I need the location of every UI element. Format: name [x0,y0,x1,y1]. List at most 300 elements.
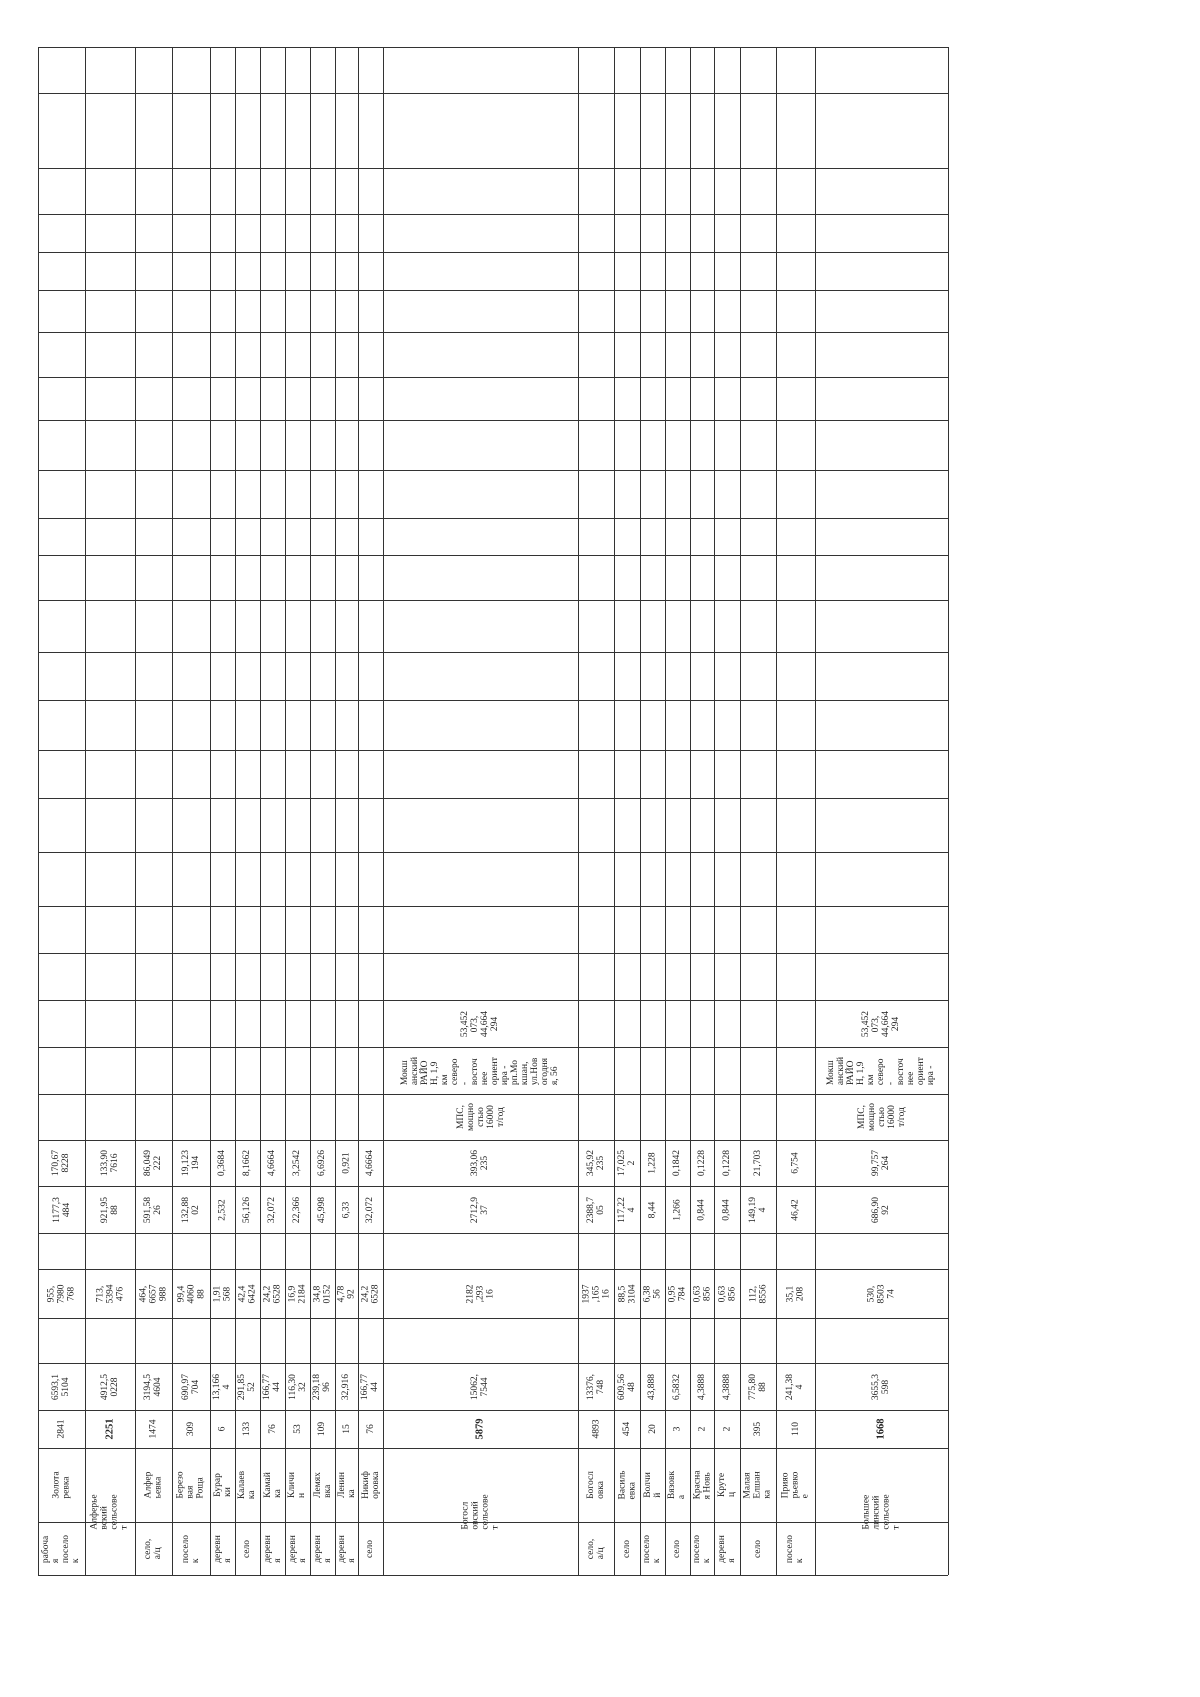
value-cell [665,1363,690,1410]
value-cell [578,1140,614,1186]
table-column-divider [38,518,948,519]
value-cell-text: 86,049 222 [143,1149,164,1177]
table-row-divider [135,47,136,1575]
population-cell-text: 2 [697,1426,707,1432]
settlement-type-cell [665,1522,690,1575]
settlement-type-cell-text: рабоча я посело к [41,1534,82,1563]
value-cell [135,1363,172,1410]
settlement-type-cell [310,1522,335,1575]
value-cell-text: 6,33 [341,1201,352,1218]
population-cell-text: 76 [365,1424,376,1434]
settlement-name-cell-text: Камай ка [262,1472,283,1498]
table-row-divider [714,47,715,1575]
value-cell [235,1140,260,1186]
table-row-divider [614,47,615,1575]
population-cell [740,1410,776,1448]
population-cell-text: 454 [622,1421,632,1437]
settlement-type-cell [690,1522,714,1575]
settlement-name-cell [38,1448,85,1522]
value-cell-text: 6,754 [790,1152,801,1174]
settlement-name-cell [690,1448,714,1522]
facility-cell-text: МПС, мощно стью 16000 т/год [856,1103,907,1131]
value-cell [310,1269,335,1318]
table-column-divider [38,652,948,653]
value-cell-text: 0,63 856 [692,1285,712,1302]
population-cell [310,1410,335,1448]
value-cell [310,1186,335,1233]
settlement-name-cell [776,1448,815,1522]
value-cell [85,1269,135,1318]
table-row-divider [383,47,384,1575]
population-cell-text: 2841 [56,1419,67,1439]
value-cell [310,1363,335,1410]
value-cell [235,1269,260,1318]
value-cell [640,1363,665,1410]
value-cell [665,1140,690,1186]
settlement-type-cell [740,1522,776,1575]
settlement-type-cell-text: село, а/ц [585,1538,606,1559]
value-cell-text: 17,025 2 [617,1149,637,1177]
value-cell-text: 15062, 7544 [470,1373,491,1400]
coordinates-cell [383,1000,578,1047]
value-cell-text: 530, 8503 74 [866,1284,897,1303]
location-cell [383,1047,578,1094]
value-cell-text: 345,92 235 [586,1149,606,1177]
value-cell-text: 0,844 [722,1198,732,1221]
value-cell [210,1186,235,1233]
table-row-divider [740,47,741,1575]
settlement-type-cell-text: деревн я [336,1534,357,1563]
value-cell-text: 21,703 [753,1149,763,1177]
value-cell-text: 0,95 784 [667,1285,688,1302]
value-cell [358,1140,383,1186]
value-cell [38,1140,85,1186]
settlement-type-cell [358,1522,383,1575]
value-cell [815,1363,948,1410]
settlement-type-cell [578,1522,614,1575]
table-column-divider [38,1318,948,1319]
settlement-name-cell-text: Бурар ки [212,1473,233,1497]
value-cell [85,1140,135,1186]
settlement-type-cell [210,1522,235,1575]
population-cell-text: 53 [292,1424,303,1434]
value-cell-text: 4912,5 0228 [100,1373,120,1400]
population-cell [776,1410,815,1448]
value-cell-text: 3194,5 4604 [143,1373,164,1400]
population-cell [235,1410,260,1448]
value-cell [383,1140,578,1186]
table-column-divider [38,214,948,215]
table-column-divider [38,798,948,799]
value-cell-text: 4,6664 [267,1149,278,1177]
value-cell [85,1363,135,1410]
population-cell [358,1410,383,1448]
table-column-divider [38,252,948,253]
settlement-name-cell-text: Лемях вка [312,1472,333,1498]
population-cell [383,1410,578,1448]
municipality-cell-text: Алферье вский сельсове т [90,1493,130,1530]
value-cell [285,1186,310,1233]
value-cell [578,1363,614,1410]
value-cell-text: 3,2542 [292,1149,303,1177]
population-cell-text: 3 [672,1426,683,1432]
settlement-name-cell-text: Березо вая Роща [175,1471,206,1499]
value-cell-text: 166,77 44 [360,1373,381,1400]
population-cell-text: 309 [186,1421,196,1437]
value-cell [310,1140,335,1186]
settlement-name-cell [640,1448,665,1522]
value-cell [210,1269,235,1318]
settlement-name-cell-text: Ленин ка [336,1472,357,1498]
value-cell-text: 35,1 208 [785,1285,806,1302]
value-cell-text: 3655,3 598 [871,1373,892,1400]
settlement-type-cell-text: посело к [785,1534,806,1563]
settlement-type-cell-text: посело к [642,1534,663,1563]
municipality-cell [815,1448,948,1575]
value-cell [38,1269,85,1318]
settlement-name-cell [210,1448,235,1522]
table-row-divider [260,47,261,1575]
settlement-name-cell [135,1448,172,1522]
value-cell [172,1140,210,1186]
value-cell [690,1140,714,1186]
settlement-type-cell [285,1522,310,1575]
value-cell-text: 132,88 02 [181,1196,201,1223]
settlement-type-cell-text: деревн я [717,1534,737,1563]
value-cell-text: 8,44 [647,1201,658,1218]
value-cell-text: 149,19 4 [748,1196,768,1223]
value-cell-text: 0,3684 [217,1149,228,1177]
value-cell-text: 112, 8556 [748,1284,768,1303]
population-cell [714,1410,740,1448]
value-cell-text: 0,63 856 [717,1285,737,1302]
table-column-divider [38,332,948,333]
table-column-divider [38,93,948,94]
value-cell [383,1269,578,1318]
settlement-type-cell [640,1522,665,1575]
settlement-type-cell-text: деревн я [312,1534,333,1563]
value-cell [85,1186,135,1233]
population-cell-text: 133 [242,1421,253,1437]
table-column-divider [38,700,948,701]
settlement-type-cell [335,1522,358,1575]
value-cell-text: 4,6664 [365,1149,376,1177]
municipality-cell [85,1448,135,1575]
table-row-divider [85,47,86,1575]
settlement-name-cell [285,1448,310,1522]
table-column-divider [38,168,948,169]
table-row-divider [235,47,236,1575]
value-cell [335,1140,358,1186]
settlement-name-cell [260,1448,285,1522]
value-cell [172,1269,210,1318]
value-cell [640,1140,665,1186]
population-cell-text: 2251 [104,1418,115,1440]
table-row-divider [578,47,579,1575]
value-cell [358,1186,383,1233]
value-cell-text: 8,1662 [242,1149,253,1177]
value-cell-text: 22,366 [292,1196,303,1223]
value-cell [260,1140,285,1186]
population-cell [690,1410,714,1448]
value-cell [578,1269,614,1318]
value-cell-text: 6,6926 [317,1149,328,1177]
population-cell [260,1410,285,1448]
value-cell-text: 56,126 [242,1196,253,1223]
value-cell [815,1140,948,1186]
value-cell [210,1140,235,1186]
value-cell [38,1363,85,1410]
table-row-divider [815,47,816,1575]
value-cell-text: 88,5 3104 [617,1284,637,1303]
population-cell-text: 109 [317,1421,328,1437]
facility-cell [383,1094,578,1140]
value-cell-text: 713, 5394 476 [95,1284,125,1303]
value-cell [260,1186,285,1233]
value-cell-text: 6,5832 [672,1373,683,1400]
value-cell-text: 116,30 32 [287,1373,308,1400]
value-cell-text: 99,757 264 [871,1149,892,1177]
population-cell-text: 2 [722,1426,732,1432]
value-cell-text: 921,95 88 [100,1196,120,1223]
settlement-name-cell-text: Прияо рьевко е [780,1471,811,1499]
value-cell-text: 0,844 [697,1198,707,1221]
population-cell-text: 110 [790,1422,801,1436]
value-cell-text: 4,78 92 [336,1285,357,1302]
value-cell [383,1186,578,1233]
value-cell-text: 6,38 56 [642,1285,663,1302]
value-cell-text: 1,228 [647,1152,658,1174]
value-cell-text: 690,97 704 [181,1373,201,1400]
population-cell-text: 76 [267,1424,278,1434]
table-column-divider [38,290,948,291]
population-cell [38,1410,85,1448]
population-cell [85,1410,135,1448]
population-cell-text: 5879 [474,1418,486,1440]
value-cell-text: 591,58 26 [143,1196,164,1223]
municipality-cell-text: Богосл овский сельсове т [460,1493,501,1530]
settlement-name-cell [578,1448,614,1522]
settlement-type-cell-text: село [242,1539,253,1558]
table-column-divider [38,47,948,48]
table-row-divider [358,47,359,1575]
population-cell [210,1410,235,1448]
value-cell-text: 291,85 52 [237,1373,258,1400]
settlement-name-cell-text: Кличи н [287,1471,308,1499]
settlement-type-cell [235,1522,260,1575]
value-cell-text: 393,06 235 [470,1149,491,1177]
location-cell-text: Мокш анский РАЙО Н, 1,9 км северо - восточ нее ориент ира - [826,1056,937,1085]
value-cell-text: 0,1228 [722,1149,732,1177]
settlement-name-cell-text: Вязовк а [667,1470,688,1500]
value-cell-text: 4,3888 [697,1373,707,1400]
value-cell [172,1186,210,1233]
value-cell-text: 99,4 4060 88 [176,1284,206,1303]
value-cell [690,1186,714,1233]
settlement-name-cell [172,1448,210,1522]
value-cell [38,1186,85,1233]
settlement-type-cell-text: деревн я [287,1534,308,1563]
value-cell [714,1140,740,1186]
value-cell [614,1269,640,1318]
value-cell-text: 464, 6657 988 [138,1284,169,1303]
value-cell [210,1363,235,1410]
value-cell [335,1269,358,1318]
population-cell [285,1410,310,1448]
population-cell-text: 395 [753,1421,763,1437]
settlement-name-cell-text: Алфер ьевка [143,1471,164,1499]
table-row-divider [948,47,949,1575]
value-cell-text: 170,67 8228 [51,1149,72,1177]
value-cell [172,1363,210,1410]
table-column-divider [38,420,948,421]
value-cell [614,1186,640,1233]
value-cell-text: 241,38 4 [785,1373,806,1400]
settlement-name-cell [740,1448,776,1522]
value-cell [776,1140,815,1186]
location-cell [815,1047,948,1094]
settlement-type-cell-text: село [752,1539,763,1558]
value-cell-text: 955, 7980 768 [46,1284,77,1303]
population-cell [172,1410,210,1448]
population-cell [614,1410,640,1448]
value-cell-text: 2712,9 37 [470,1196,491,1223]
population-cell-text: 1474 [148,1419,159,1439]
value-cell [776,1186,815,1233]
value-cell [740,1140,776,1186]
value-cell-text: 43,888 [647,1373,658,1400]
location-cell-text: Мокш анский РАЙО Н, 1,9 км северо - восточ нее ориент ира - рп.Мо кшан, ул.Нов огодня я, 56 [400,1056,561,1085]
value-cell [235,1363,260,1410]
value-cell [690,1269,714,1318]
value-cell-text: 0,921 [341,1152,352,1174]
settlement-name-cell-text: Малая Елшан ка [742,1471,773,1499]
value-cell-text: 1177,3 484 [51,1196,72,1223]
settlement-type-cell-text: деревн я [212,1534,233,1563]
value-cell [665,1186,690,1233]
facility-cell-text: МПС, мощно стью 16000 т/год [455,1103,506,1131]
value-cell [135,1140,172,1186]
settlement-name-cell [665,1448,690,1522]
settlement-name-cell [714,1448,740,1522]
table-row-divider [285,47,286,1575]
population-cell-text: 6 [217,1426,228,1432]
settlement-name-cell-text: Калаев ка [237,1470,258,1500]
coordinates-cell-text: 53,452 073, 44,664 294 [861,1010,902,1037]
value-cell [358,1269,383,1318]
value-cell [285,1140,310,1186]
settlement-type-cell [776,1522,815,1575]
value-cell [776,1363,815,1410]
table-row-divider [310,47,311,1575]
table-row-divider [640,47,641,1575]
value-cell-text: 13,166 4 [212,1373,233,1400]
settlement-type-cell [38,1522,85,1575]
value-cell [383,1363,578,1410]
coordinates-cell-text: 53,452 073, 44,664 294 [460,1010,501,1037]
population-cell [815,1410,948,1448]
settlement-name-cell-text: Никиф оровка [360,1471,381,1499]
settlement-type-cell-text: село [672,1539,683,1558]
settlement-type-cell-text: село [365,1539,376,1558]
value-cell [260,1269,285,1318]
value-cell [714,1186,740,1233]
value-cell-text: 45,998 [317,1196,328,1223]
municipality-cell-text: Большее линский сельсове т [861,1493,902,1530]
coordinates-cell [815,1000,948,1047]
settlement-name-cell-text: Богосл овка [586,1471,606,1499]
value-cell [740,1363,776,1410]
population-cell-text: 4893 [591,1419,601,1439]
value-cell-text: 239,18 96 [312,1373,333,1400]
settlement-name-cell [614,1448,640,1522]
value-cell-text: 32,072 [267,1196,278,1223]
table-row-divider [38,47,39,1575]
municipality-cell [383,1448,578,1575]
value-cell-text: 1,91 568 [212,1285,233,1302]
table-row-divider [690,47,691,1575]
value-cell-text: 19,123 194 [181,1149,201,1177]
value-cell-text: 1,266 [672,1198,683,1221]
settlement-type-cell-text: село, а/ц [143,1538,164,1559]
value-cell [714,1363,740,1410]
table-column-divider [38,1575,948,1576]
value-cell-text: 166,77 44 [262,1373,283,1400]
value-cell [740,1186,776,1233]
value-cell [640,1186,665,1233]
facility-cell [815,1094,948,1140]
value-cell [578,1186,614,1233]
population-cell-text: 15 [341,1424,352,1434]
value-cell-text: 133,90 7616 [100,1149,120,1177]
value-cell-text: 46,42 [790,1198,801,1221]
value-cell-text: 1937 ,165 16 [581,1284,611,1303]
value-cell [335,1363,358,1410]
population-cell [135,1410,172,1448]
value-cell [740,1269,776,1318]
value-cell [285,1269,310,1318]
settlement-type-cell [260,1522,285,1575]
value-cell-text: 34,8 0152 [312,1284,333,1303]
table-column-divider [38,953,948,954]
settlement-name-cell-text: Круте ц [717,1472,737,1498]
population-cell-text: 1668 [875,1418,887,1440]
value-cell [135,1269,172,1318]
settlement-type-cell-text: село [621,1539,632,1558]
value-cell-text: 4,3888 [722,1373,732,1400]
settlement-type-cell [714,1522,740,1575]
table-column-divider [38,852,948,853]
population-cell [640,1410,665,1448]
value-cell [815,1186,948,1233]
table-row-divider [665,47,666,1575]
value-cell [714,1269,740,1318]
table-row-divider [335,47,336,1575]
table-row-divider [776,47,777,1575]
settlement-type-cell-text: деревн я [262,1534,283,1563]
table-row-divider [210,47,211,1575]
settlement-name-cell [335,1448,358,1522]
settlement-type-cell-text: посело к [692,1534,712,1563]
value-cell [335,1186,358,1233]
value-cell [135,1186,172,1233]
population-cell-text: 20 [647,1424,658,1434]
value-cell [260,1363,285,1410]
settlement-type-cell [172,1522,210,1575]
table-column-divider [38,470,948,471]
value-cell-text: 2,532 [217,1198,228,1221]
value-cell-text: 0,1228 [697,1149,707,1177]
